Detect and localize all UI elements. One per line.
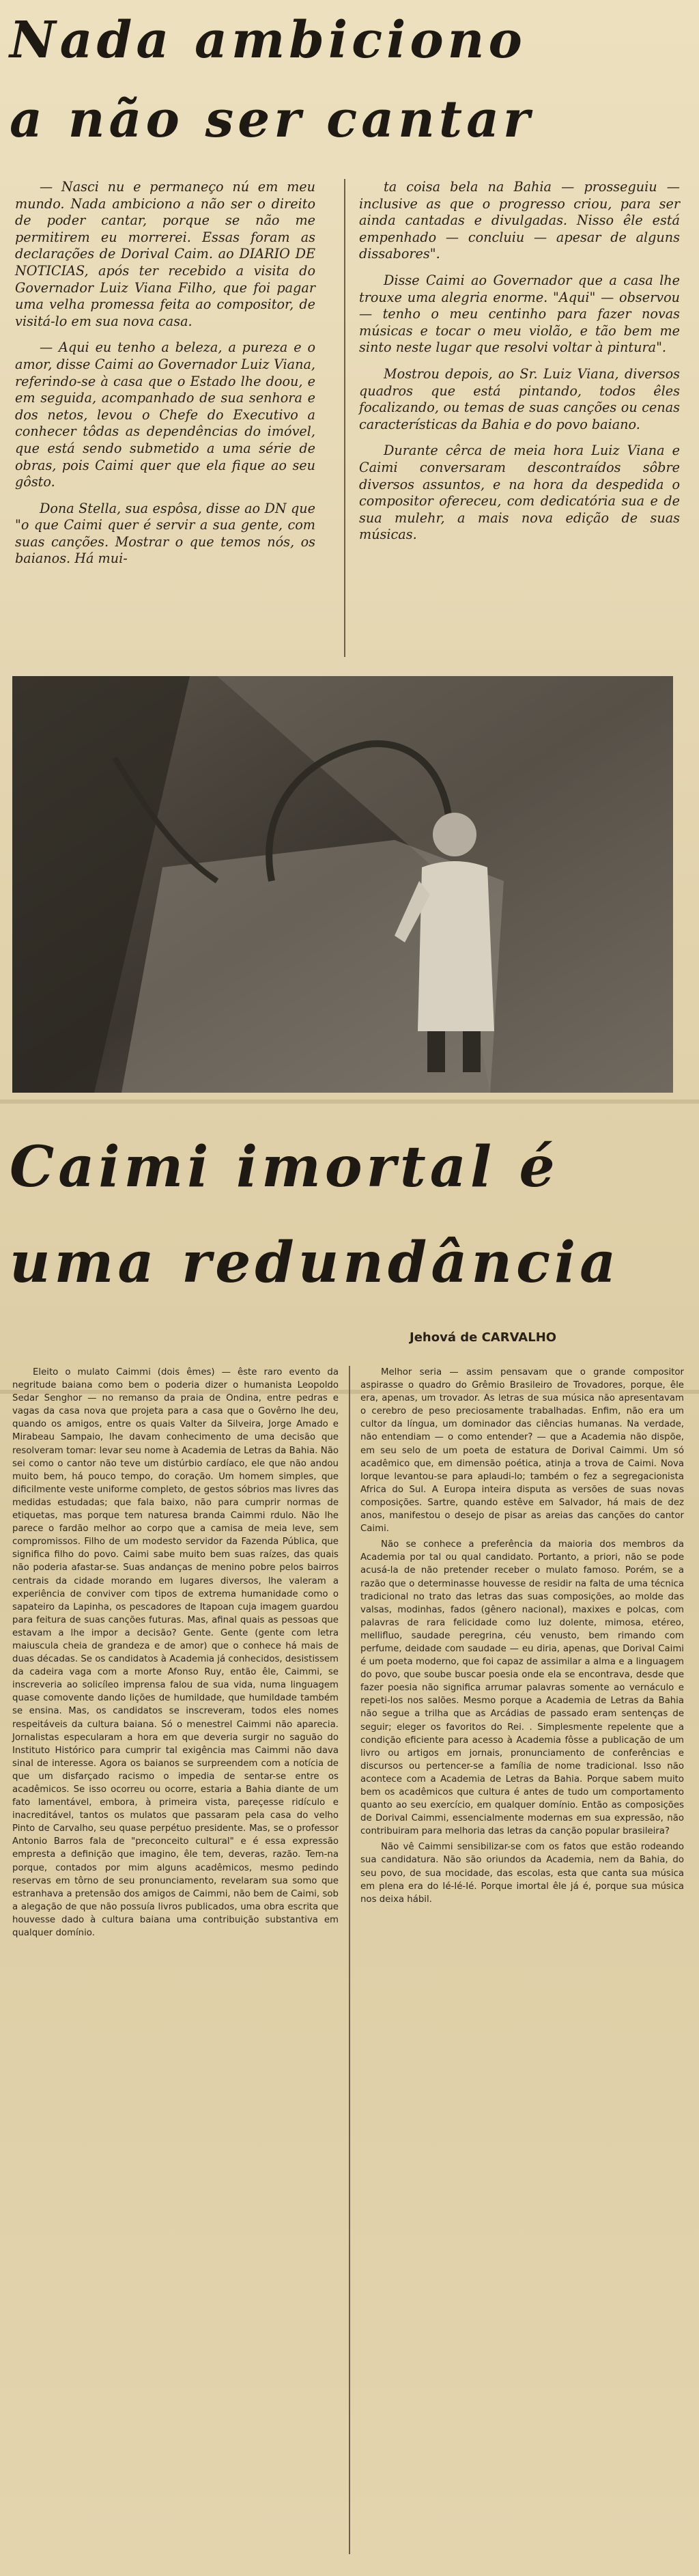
article2-headline-line1: Caimi imortal é	[10, 1134, 559, 1200]
paragraph: — Aqui eu tenho a beleza, a pureza e o amor, disse Caimi ao Governador Luiz Viana, referindo-se à casa que o Estado lhe doou, e em seguida, acompanhado de sua senhora e dos netos, levou o Chefe do Executivo a conhecer tôdas as dependências do imóvel, que está sendo submetido a uma série de obras, pois Caimi quer que ela fique ao seu gôsto.	[15, 339, 315, 490]
article1-headline-line1: Nada ambiciono	[10, 11, 526, 70]
photo-caimmi-garden	[12, 676, 673, 1093]
column-rule	[344, 179, 345, 657]
paragraph: Não vê Caimmi sensibilizar-se com os fatos que estão rodeando sua candidatura. Não são oriundos da Academia, nem da Bahia, do seu povo, de sua mocidade, das escolas, esta que canta sua música em plena era do Ié-Ié-Ié. Porque imortal êle já é, porque sua música nos deixa hábil.	[360, 1842, 684, 1905]
photo-illustration	[12, 676, 673, 1093]
page-fold	[0, 1100, 699, 1104]
paragraph: Disse Caimi ao Governador que a casa lhe trouxe uma alegria enorme. "Aqui" — observou — tenho o meu centinho para fazer novas músicas e tocar o meu violão, e tão bem me sinto neste lugar que resolvi voltar à pintura".	[359, 272, 680, 356]
paragraph: Mostrou depois, ao Sr. Luiz Viana, diversos quadros que está pintando, todos êles focalizando, ou temas de suas canções ou cenas características da Bahia e do povo baiano.	[359, 365, 680, 432]
article1-column-2	[359, 179, 680, 544]
article1-column-1	[15, 179, 315, 568]
paragraph: Não se conhece a preferência da maioria dos membros da Academia por tal ou qual candidato. Portanto, a priori, não se pode acusá-la de não pretender receber o mulato famoso. Porém, se a razão que o determinasse houvesse de residir na falta de uma técnica tradicional no trato das letras das suas composições, ao molde das valsas, modinhas, fados (gênero nacional), maxixes e polcas, com palavras de rara felicidade como luz dolente, mimosa, etéreo, mellifluo, saudade peregrina, céu venusto, bem rimando com perfume, deidade com saudade — eu diria, apenas, que Dorival Caimi é um poeta moderno, que foi capaz de assimilar a alma e a linguagem do povo, que soube buscar poesia onde ela se encontrava, desde que fazer poesia não significa arrumar palavras somente ao vernáculo e repeti-los nos salões. Mesmo porque a Academia de Letras da Bahia não segue a trilha que as Arcádias de passado eram sentenças de seguir; eleger os favoritos do Rei. . Simplesmente repelente que a condição eficiente para acesso à Academia fôsse a publicação de um livro ou artigos em jornais, pronunciamento de conferências e discursos ou pertencer-se a família de nome tradicional. Isso não acontece com a Academia de Letras da Bahia. Porque sabem muito bem os acadêmicos que cultura é antes de tudo um comportamento quanto ao seu exercício, em qualquer domínio. Então as composições de Dorival Caimmi, essencialmente modernas em sua expressão, não contribuiram para melhoria das letras da canção popular brasileira?	[360, 1539, 684, 1837]
article1-headline-line2: a não ser cantar	[10, 90, 534, 149]
paragraph: — Nasci nu e permaneço nú em meu mundo. Nada ambiciono a não ser o direito de poder cantar, porque se não me permitirem eu morrerei. Essas foram as declarações de Dorival Caim. ao DIARIO DE NOTICIAS, após ter recebido a visita do Governador Luiz Viana Filho, que foi pagar uma velha promessa feita ao compositor, de visitá-lo em sua nova casa.	[15, 179, 315, 329]
article2-column-2	[360, 1366, 684, 1906]
article2-headline-line2: uma redundância	[10, 1230, 620, 1296]
paragraph: Melhor seria — assim pensavam que o grande compositor aspirasse o quadro do Grêmio Brasileiro de Trovadores, porque, êle era, apenas, um trovador. As letras de sua música não apresentavam o cerebro de peso preciosamente trabalhadas. Enfim, não era um cultor da língua, um dominador das ciências humanas. Na verdade, não entendiam — o como entender? — que a Academia não dispõe, em seu selo de um poeta de estatura de Dorival Caimmi. Um só acadêmico que, em dimensão poética, atinja a trova de Caimi. Nova Iorque levantou-se para aplaudi-lo; também o fez a segregacionista Africa do Sul. A Europa inteira disputa as versões de suas novas composições. Sartre, quando estêve em Salvador, há mais de dez anos, manifestou o desejo de pisar as areias das canções do cantor Caimi.	[360, 1367, 684, 1535]
article2-column-1	[12, 1366, 339, 1940]
paragraph: ta coisa bela na Bahia — prosseguiu — inclusive as que o progresso criou, para ser ainda cantadas e divulgadas. Nisso êle está empenhado — concluiu — apesar de alguns dissabores".	[359, 179, 680, 262]
paragraph: Eleito o mulato Caimmi (dois êmes) — êste raro evento da negritude baiana como bem o poderia dizer o humanista Leopoldo Sedar Senghor — no remanso da praia de Ondina, entre pedras e vagas da casa nova que projeta para a casa que o Govêrno lhe deu, quando os amigos, entre os quais Valter da Silveira, Jorge Amado e Mirabeau Sampaio, lhe davam conhecimento de uma decisão que resolveram tomar: levar seu nome à Academia de Letras da Bahia. Não sei como o cantor não teve um distúrbio cardíaco, ele que não andou muito bem, há pouco tempo, do coração. Um homem simples, que dificilmente veste uniforme completo, de gestos sóbrios mas livres das medidas estudadas; que fala baixo, não para cumprir normas de etiquetas, mas porque tem naturesa branda Caimmi rdulo. Não lhe parece o fardão melhor ao corpo que a camisa de meia leve, sem compromissos. Filho de um modesto servidor da Fazenda Pública, que significa filho do povo. Caimi sabe muito bem suas raízes, das quais não poderia afastar-se. Suas andanças de menino pobre pelos bairros centrais da cidade morando em lugares diversos, lhe valeram a experiência de conviver com tipos de extrema humanidade como o sapateiro da Lapinha, os pescadores de Itapoan cuja imagem guardou para feitura de suas canções futuras. Mas, afinal quais as pessoas que estavam a lhe impor a decisão? Gente. Gente (gente com letra maiuscula cheia de grandeza e de amor) que o conhece há mais de duas décadas. Se os candidatos à Academia já conhecidos, desistissem da cadeira vaga com a morte Afonso Ruy, então êle, Caimmi, se inscreveria ao solicíleo imprensa falou de sua vida, numa linguagem quase comovente dando lições de humildade, que humildade também se ensina. Mas, os candidatos se inscreveram, todos eles nomes respeitáveis da cultura baiana. Só o menestrel Caimmi não aparecia. Jornalistas especularam a hora em que deveria surgir no saguão do Instituto Histórico para cumprir tal exigência mas Caimmi não dava sinal de interesse. Agora os baianos se surpreendem com a notícia de que um disfarçado racismo o impedia de sentar-se entre os acadêmicos. Se isso ocorreu ou ocorre, estaria a Bahia diante de um fato lamentável, embora, à primeira vista, pareçesse ridículo e inacreditável, tantos os mulatos que passaram pela casa do velho Pinto de Carvalho, seu quase perpétuo presidente. Mas, se o professor Antonio Barros fala de "preconceito cultural" e é essa expressão empresta a definição que imagino, êle tem, deveras, razão. Tem-na porque, contados por mim alguns acadêmicos, mesmo pedindo reservas em tôrno de seu pronunciamento, revelaram sua somo que estranhava a pretensão dos amigos de Caimmi, não bem de Caimi, sob a alegação de que não possuía livros publicados, uma obra escrita que houvesse dado à cultura baiana uma contribuição substantiva em qualquer domínio.	[12, 1367, 339, 1939]
byline: Jehová de CARVALHO	[410, 1330, 557, 1345]
paragraph: Dona Stella, sua espôsa, disse ao DN que "o que Caimi quer é servir a sua gente, com suas canções. Mostrar o que temos nós, os baianos. Há mui-	[15, 500, 315, 567]
paragraph: Durante cêrca de meia hora Luiz Viana e Caimi conversaram descontraídos sôbre diversos assuntos, e na hora da despedida o compositor ofereceu, com dedicatória sua e de sua mulehr, a mais nova edição de suas músicas.	[359, 443, 680, 543]
column-rule	[349, 1366, 350, 2554]
